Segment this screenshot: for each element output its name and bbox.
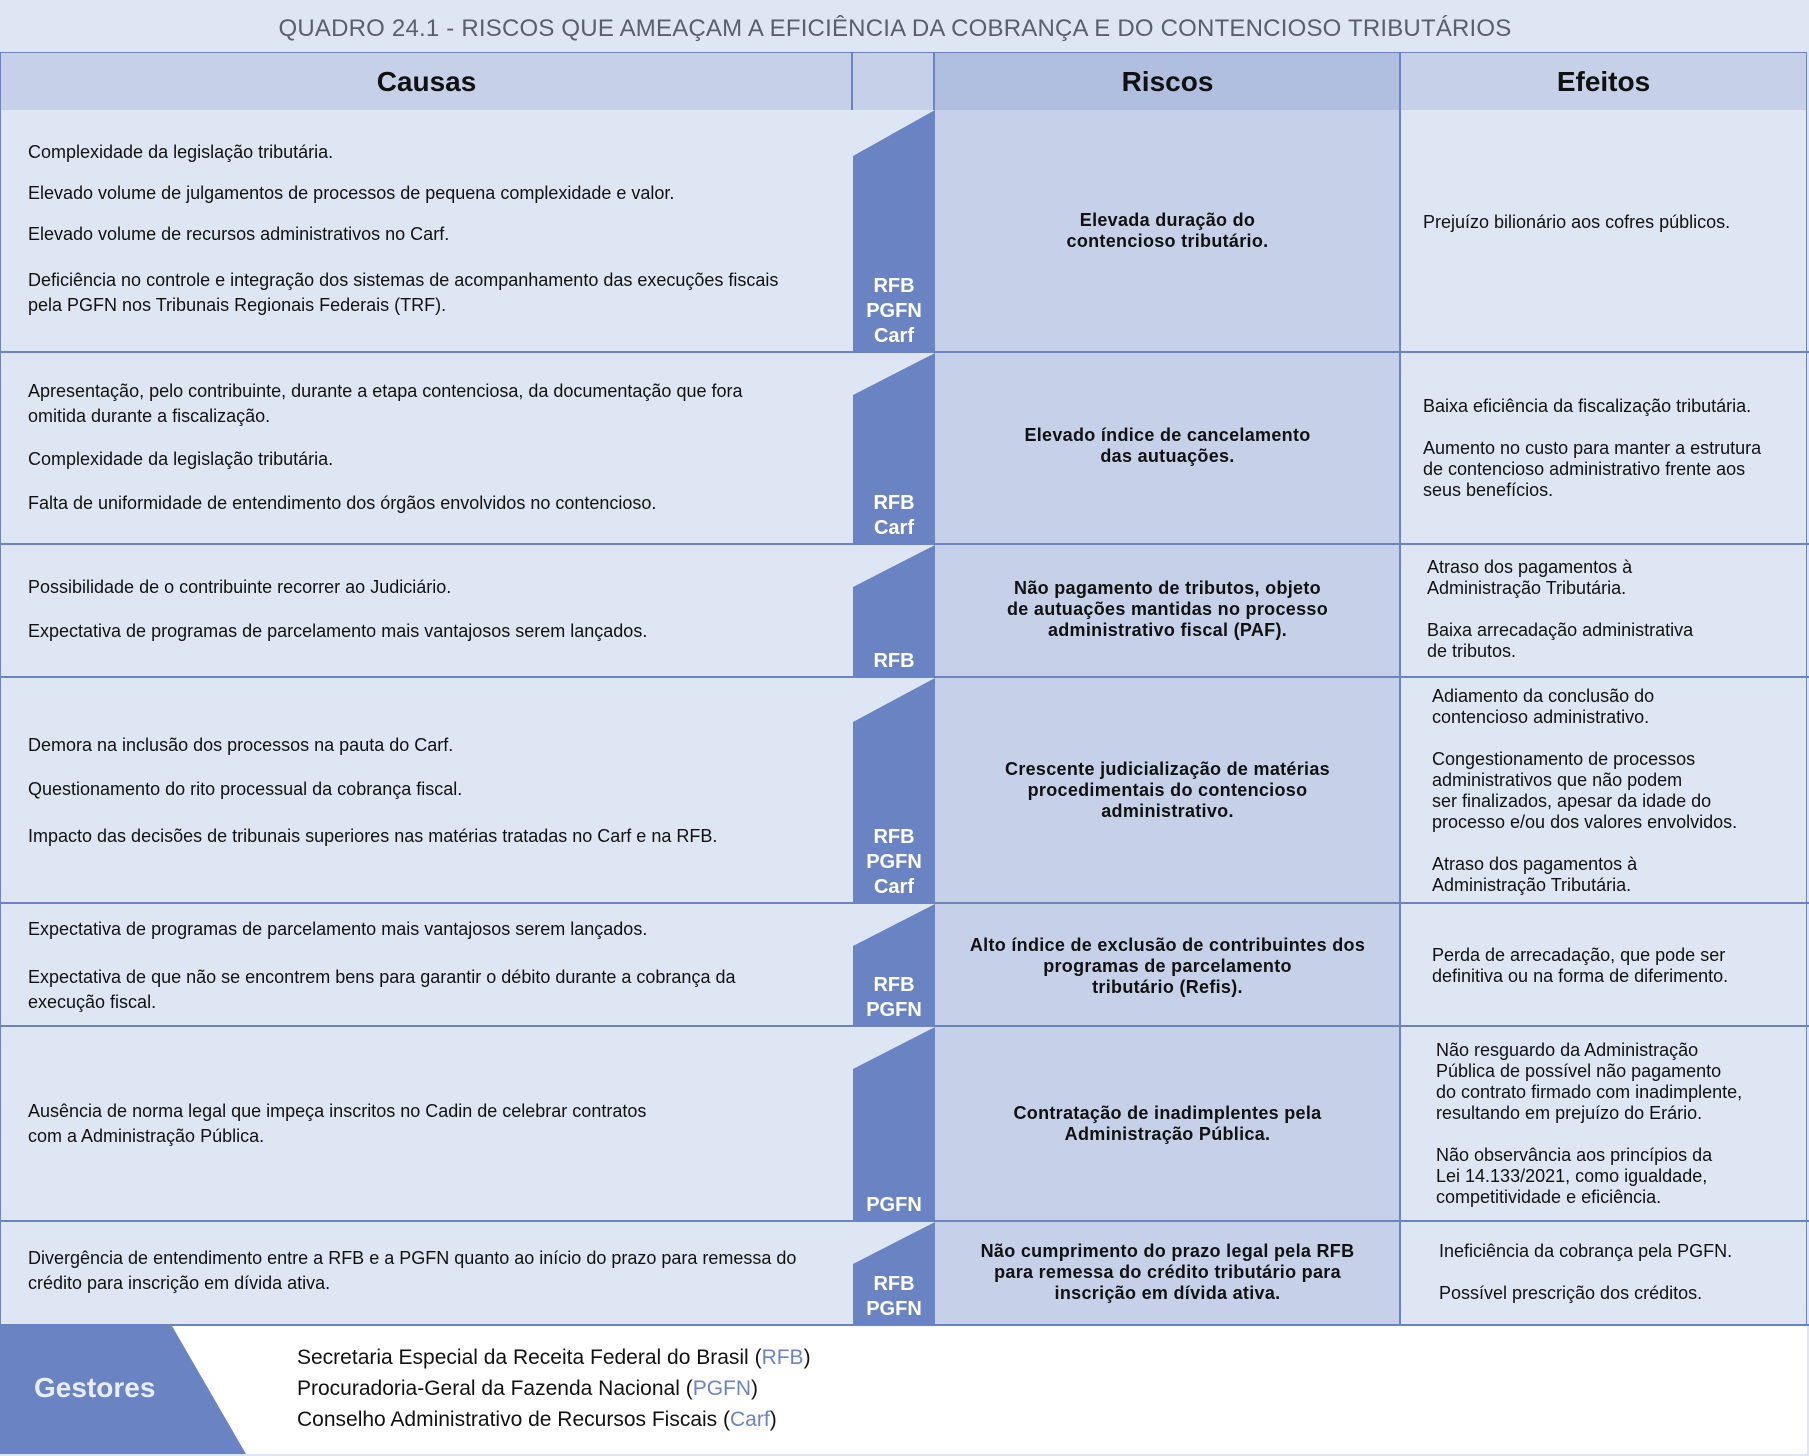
gestores-footer <box>0 1326 1807 1454</box>
row-7-gestores <box>853 1222 935 1324</box>
effect-text: Congestionamento de processos <box>1432 749 1696 769</box>
cause-text: Expectativa de programas de parcelamento mais vantajosos serem lançados. <box>28 919 648 939</box>
gestor-name: Conselho Administrativo de Recursos Fiscais <box>297 1408 718 1431</box>
risk-text: administrativo. <box>1101 801 1234 821</box>
row-1-effects <box>1423 212 1783 233</box>
row-6-effects <box>1436 1040 1796 1208</box>
effect-text: Não observância aos princípios da <box>1436 1145 1713 1165</box>
cause-text: Demora na inclusão dos processos na pauta do Carf. <box>28 735 454 755</box>
risk-text: inscrição em dívida ativa. <box>1054 1283 1281 1303</box>
risk-text: Elevado índice de cancelamento <box>1024 425 1311 445</box>
gestor-tag: RFB <box>873 275 915 297</box>
risk-text: Não cumprimento do prazo legal pela RFB <box>980 1241 1355 1261</box>
risk-text: Alto índice de exclusão de contribuintes dos <box>969 935 1366 955</box>
row-3-effects <box>1427 557 1787 662</box>
gestores-label: Gestores <box>34 1372 156 1403</box>
effect-text: de tributos. <box>1427 641 1517 661</box>
cause-text: Elevado volume de recursos administrativos no Carf. <box>28 224 450 244</box>
cause-text: Deficiência no controle e integração dos sistemas de acompanhamento das execuções fiscais <box>28 270 779 290</box>
risk-text: para remessa do crédito tributário para <box>994 1262 1341 1282</box>
gestor-tag: RFB <box>873 1273 915 1295</box>
cause-text: execução fiscal. <box>28 992 157 1012</box>
gestor-tag: RFB <box>873 974 915 996</box>
effect-text: Adiamento da conclusão do <box>1432 686 1655 706</box>
effect-text: contencioso administrativo. <box>1432 707 1650 727</box>
risk-text: Crescente judicialização de matérias <box>1005 759 1330 779</box>
gestor-legend-item: Secretaria Especial da Receita Federal do Brasil (RFB) <box>297 1346 811 1369</box>
effect-text: Não resguardo da Administração <box>1436 1040 1699 1060</box>
gestor-legend-item: Procuradoria-Geral da Fazenda Nacional (PGFN) <box>297 1377 759 1400</box>
effect-text: Atraso dos pagamentos à <box>1427 557 1633 577</box>
effect-text: Aumento no custo para manter a estrutura <box>1423 438 1762 458</box>
effect-text: Baixa eficiência da fiscalização tributária. <box>1423 396 1752 416</box>
cause-text: Falta de uniformidade de entendimento dos órgãos envolvidos no contencioso. <box>28 493 657 513</box>
effect-text: Administração Tributária. <box>1432 875 1632 895</box>
row-5-risk <box>935 935 1400 998</box>
gestor-wedge <box>853 1027 935 1069</box>
risk-text: procedimentais do contencioso <box>1027 780 1308 800</box>
gestor-tag: Carf <box>873 876 914 898</box>
gestor-tag: PGFN <box>866 999 922 1021</box>
risk-text: Contratação de inadimplentes pela <box>1013 1103 1322 1123</box>
row-4-gestores <box>853 678 935 902</box>
cause-text: Complexidade da legislação tributária. <box>28 142 334 162</box>
row-3-risk <box>935 578 1400 641</box>
risk-text: tributário (Refis). <box>1092 977 1243 997</box>
cause-text: Complexidade da legislação tributária. <box>28 449 334 469</box>
row-3-causes <box>28 575 828 644</box>
effect-text: Perda de arrecadação, que pode ser <box>1432 945 1726 965</box>
header-efeitos: Efeitos <box>1556 65 1651 97</box>
row-1-risk <box>935 210 1400 252</box>
gestor-tag: RFB <box>873 492 915 514</box>
header-efeitos-cell <box>1401 53 1806 110</box>
header-riscos-cell <box>935 53 1400 110</box>
risk-text: de autuações mantidas no processo <box>1007 599 1328 619</box>
gestor-wedge <box>853 678 935 722</box>
gestor-tag: RFB <box>873 650 915 672</box>
gestor-tag: Carf <box>873 325 914 347</box>
gestor-tag: PGFN <box>866 1298 922 1320</box>
effect-text: Prejuízo bilionário aos cofres públicos. <box>1423 212 1731 232</box>
risk-text: das autuações. <box>1100 446 1235 466</box>
header-causas: Causas <box>376 65 477 97</box>
cause-text: Elevado volume de julgamentos de processos de pequena complexidade e valor. <box>28 183 675 203</box>
effect-text: ser finalizados, apesar da idade do <box>1432 791 1712 811</box>
row-6-causes <box>28 1099 828 1149</box>
gestor-tag: Carf <box>873 517 914 539</box>
header-causas-cell <box>1 53 852 110</box>
gestor-wedge <box>853 545 935 587</box>
cause-text: Ausência de norma legal que impeça inscritos no Cadin de celebrar contratos <box>28 1101 647 1121</box>
row-5-effects <box>1432 945 1792 987</box>
gestor-wedge <box>853 110 935 156</box>
effect-text: Administração Tributária. <box>1427 578 1627 598</box>
gestor-tag: RFB <box>873 826 915 848</box>
gestor-acronym: PGFN <box>692 1377 752 1400</box>
risk-text: Elevada duração do <box>1079 210 1256 230</box>
gestor-acronym: RFB <box>761 1346 804 1369</box>
row-6-gestores <box>853 1027 935 1220</box>
row-4-causes <box>28 733 828 849</box>
row-1-causes <box>28 140 828 318</box>
effect-text: seus benefícios. <box>1423 480 1554 500</box>
gestor-wedge <box>853 353 935 395</box>
page-title: QUADRO 24.1 - RISCOS QUE AMEAÇAM A EFICIÊNCIA DA COBRANÇA E DO CONTENCIOSO TRIBUTÁRIOS <box>278 15 1512 42</box>
row-5-causes <box>28 917 828 1015</box>
cause-text: Divergência de entendimento entre a RFB e a PGFN quanto ao início do prazo para remessa do <box>28 1248 797 1268</box>
cause-text: pela PGFN nos Tribunais Regionais Federais (TRF). <box>28 295 447 315</box>
gestor-tag: PGFN <box>866 1194 922 1216</box>
gestor-wedge <box>853 1222 935 1264</box>
row-6-risk <box>935 1103 1400 1145</box>
effect-text: definitiva ou na forma de diferimento. <box>1432 966 1729 986</box>
col-divider <box>851 53 853 110</box>
effect-text: de contencioso administrativo frente aos <box>1423 459 1746 479</box>
cause-text: Questionamento do rito processual da cobrança fiscal. <box>28 779 463 799</box>
gestor-wedge <box>853 904 935 946</box>
effect-text: Possível prescrição dos créditos. <box>1439 1283 1703 1303</box>
risk-text: contencioso tributário. <box>1066 231 1269 251</box>
row-2-causes <box>28 379 828 516</box>
risk-text: administrativo fiscal (PAF). <box>1047 620 1288 640</box>
cause-text: Possibilidade de o contribuinte recorrer ao Judiciário. <box>28 577 452 597</box>
cause-text: Apresentação, pelo contribuinte, durante a etapa contenciosa, da documentação que fora <box>28 381 743 401</box>
cause-text: omitida durante a fiscalização. <box>28 406 271 426</box>
effect-text: Ineficiência da cobrança pela PGFN. <box>1439 1241 1733 1261</box>
row-7-causes <box>28 1246 828 1296</box>
row-5-gestores <box>853 904 935 1025</box>
header-gestor-cell <box>853 53 935 110</box>
gestor-legend-item: Conselho Administrativo de Recursos Fiscais (Carf) <box>297 1408 777 1431</box>
risk-text: Administração Pública. <box>1064 1124 1271 1144</box>
row-2-gestores <box>853 353 935 543</box>
row-2-risk <box>935 425 1400 467</box>
row-4-risk <box>935 759 1400 822</box>
cause-text: com a Administração Pública. <box>28 1126 265 1146</box>
effect-text: Baixa arrecadação administrativa <box>1427 620 1694 640</box>
risk-text: programas de parcelamento <box>1043 956 1292 976</box>
row-7-effects <box>1439 1241 1799 1304</box>
gestor-tag: PGFN <box>866 300 922 322</box>
cause-text: Impacto das decisões de tribunais superiores nas matérias tratadas no Carf e na RFB. <box>28 826 718 846</box>
risk-text: Não pagamento de tributos, objeto <box>1014 578 1321 598</box>
effect-text: Atraso dos pagamentos à <box>1432 854 1638 874</box>
gestor-name: Secretaria Especial da Receita Federal do Brasil <box>297 1346 749 1369</box>
row-7-risk <box>935 1241 1400 1304</box>
gestor-name: Procuradoria-Geral da Fazenda Nacional <box>297 1377 680 1400</box>
effect-text: administrativos que não podem <box>1432 770 1683 790</box>
effect-text: resultando em prejuízo do Erário. <box>1436 1103 1703 1123</box>
gestor-acronym: Carf <box>730 1408 770 1431</box>
row-4-effects <box>1432 686 1792 896</box>
row-1-gestores <box>853 110 935 351</box>
effect-text: processo e/ou dos valores envolvidos. <box>1432 812 1738 832</box>
effect-text: do contrato firmado com inadimplente, <box>1436 1082 1743 1102</box>
cause-text: crédito para inscrição em dívida ativa. <box>28 1273 331 1293</box>
row-2-effects <box>1423 396 1783 501</box>
gestor-tag: PGFN <box>866 851 922 873</box>
effect-text: Lei 14.133/2021, como igualdade, <box>1436 1166 1708 1186</box>
row-3-gestores <box>853 545 935 676</box>
header-riscos: Riscos <box>1121 65 1214 97</box>
cause-text: Expectativa de programas de parcelamento mais vantajosos serem lançados. <box>28 621 648 641</box>
effect-text: competitividade e eficiência. <box>1436 1187 1662 1207</box>
cause-text: Expectativa de que não se encontrem bens para garantir o débito durante a cobrança da <box>28 967 736 987</box>
effect-text: Pública de possível não pagamento <box>1436 1061 1722 1081</box>
